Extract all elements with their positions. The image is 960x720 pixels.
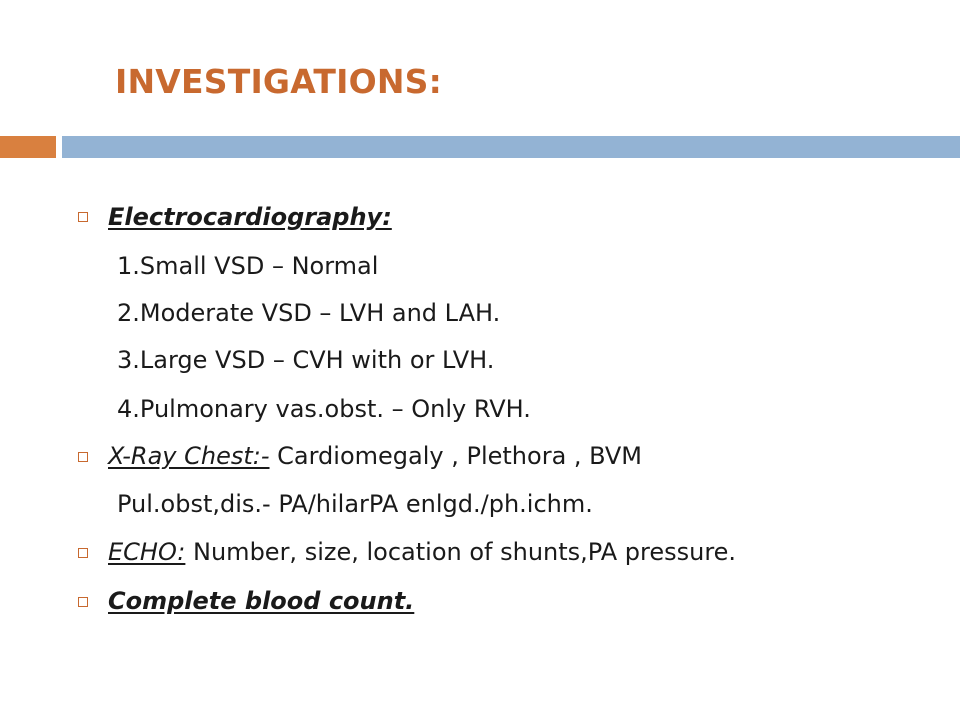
ecg-line-2: 2.Moderate VSD – LVH and LAH. bbox=[117, 299, 501, 327]
accent-bar-orange bbox=[0, 136, 56, 158]
ecg-line-1: 1.Small VSD – Normal bbox=[117, 252, 379, 280]
xray-heading: X-Ray Chest:- bbox=[108, 442, 270, 470]
accent-bar-blue bbox=[62, 136, 960, 158]
echo-line bbox=[108, 537, 736, 567]
square-bullet-icon bbox=[78, 597, 88, 607]
xray-text: Cardiomegaly , Plethora , BVM bbox=[269, 442, 643, 470]
square-bullet-icon bbox=[78, 548, 88, 558]
ecg-line-4: 4.Pulmonary vas.obst. – Only RVH. bbox=[117, 395, 531, 423]
ecg-heading-text: Electrocardiography: bbox=[108, 203, 392, 231]
cbc-line bbox=[108, 586, 414, 616]
echo-text: Number, size, location of shunts,PA pressure. bbox=[185, 538, 737, 566]
square-bullet-icon bbox=[78, 452, 88, 462]
echo-heading: ECHO: bbox=[108, 538, 186, 566]
square-bullet-icon bbox=[78, 212, 88, 222]
xray-continuation: Pul.obst,dis.- PA/hilarPA enlgd./ph.ichm. bbox=[117, 490, 593, 518]
cbc-heading: Complete blood count. bbox=[108, 587, 415, 615]
ecg-heading bbox=[108, 202, 392, 232]
ecg-line-3: 3.Large VSD – CVH with or LVH. bbox=[117, 346, 495, 374]
xray-line bbox=[108, 441, 642, 471]
slide-title: INVESTIGATIONS: bbox=[115, 62, 443, 101]
